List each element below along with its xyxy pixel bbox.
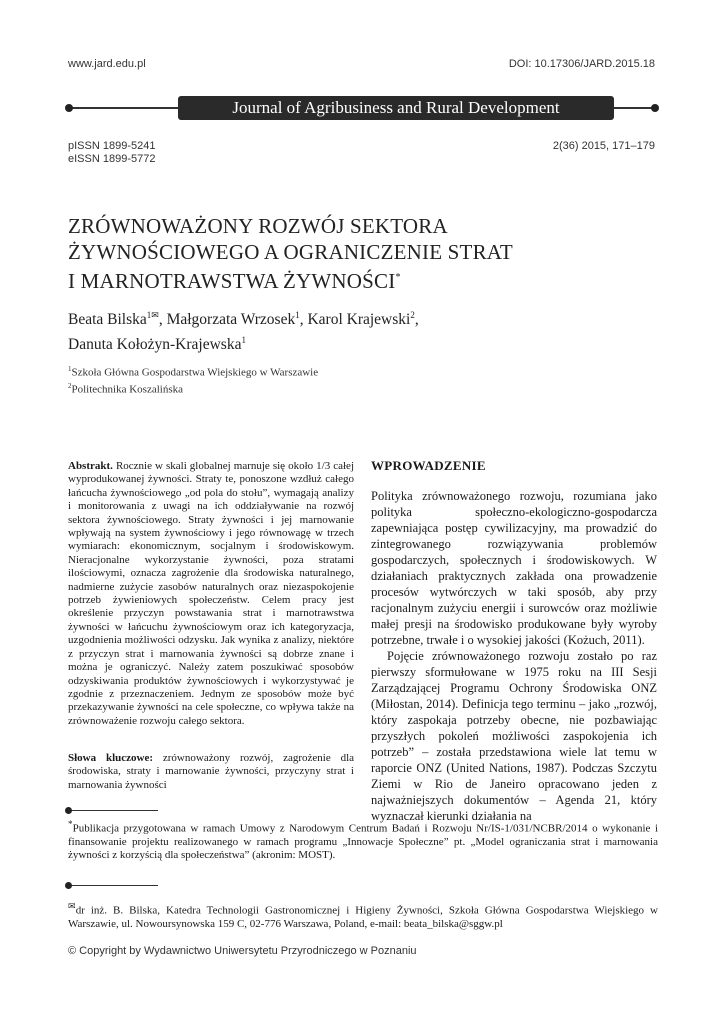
keywords-label: Słowa kluczowe: [68, 752, 154, 764]
banner-dot-left [65, 104, 73, 112]
pissn: pISSN 1899-5241 [68, 140, 156, 152]
abstract-label: Abstrakt. [68, 460, 113, 472]
affil-1-sup: 1 [68, 365, 72, 373]
title-line-1: ZRÓWNOWAŻONY ROZWÓJ SEKTORA [68, 214, 448, 238]
intro-paragraph-2: Pojęcie zrównoważonego rozwoju zostało po raz pierwszy sformułowane w 1975 roku na III Sesji Zarządzającej Programu Ochrony Środowiska ONZ (Miłostan, 2014). Definicja tego terminu – jako „rozwój, który zaspokaja potrzeby obecne, nie pozbawiając przyszłych pokoleń możliwości zaspokojenia ich potrzeb” – została przedstawiona wiele lat temu w raporcie ONZ (United Nations, 1987). Podczas Szczytu Ziemi w Rio de Janeiro opracowano jeden z najważniejszych dokumentów – Agenda 21, który wyznaczał kierunki działania na [371, 649, 657, 823]
journal-title: Journal of Agribusiness and Rural Development [178, 96, 614, 120]
copyright: © Copyright by Wydawnictwo Uniwersytetu Przyrodniczego w Poznaniu [68, 945, 417, 957]
intro-paragraph-1: Polityka zrównoważonego rozwoju, rozumiana jako polityka społeczno-ekologiczno-gospodarcza zapewniająca postęp cywilizacyjny, ma prowadzić do zintegrowanego rozwiązywania problemów gospodarczych, społecznych i środowiskowych. W działaniach praktycznych zakłada ona prowadzenie procesów wytwórczych w taki sposób, aby przy racjonalnym zużyciu energii i surowców oraz możliwie małej presji na środowisko produkowane były wyroby potrzebne, trwałe i o wysokiej jakości (Kożuch, 2011). [371, 489, 657, 647]
author-4-sup: 1 [241, 335, 246, 346]
footnote-2-text: dr inż. B. Bilska, Katedra Technologii Gastronomicznej i Higieny Żywności, Szkoła Główna Gospodarstwa Wiejskiego w Warszawie, ul. Nowoursynowska 159 C, 02-776 Warszawa, Poland, e-mail: beata_bilska@sggw.pl [68, 904, 658, 931]
title-footnote-mark: * [395, 272, 401, 283]
author-1: Beata Bilska [68, 311, 147, 329]
title-line-2: ŻYWNOŚCIOWEGO A OGRANICZENIE STRAT [68, 240, 513, 264]
mail-icon: ✉ [68, 901, 76, 911]
author-2: , Małgorzata Wrzosek [158, 311, 296, 329]
article-title [68, 213, 658, 294]
footnote-funding [68, 818, 658, 863]
banner-dot-right [651, 104, 659, 112]
author-3-comma: , [414, 311, 419, 329]
keywords-text: zrównoważony rozwój, zagrożenie dla środowiska, straty i marnowanie żywności, przyczyny strat i marnowania żywności [68, 752, 355, 791]
footnote-1-text: Publikacja przygotowana w ramach Umowy z Narodowym Centrum Badań i Rozwoju Nr/IS-1/031/NCBR/2014 o wykonanie i finansowanie projektu realizowanego w ramach programu „Innowacje Społeczne” pt. „Model ograniczania strat i marnowania żywności z korzyścią dla społeczeństwa” (akronim: MOST). [68, 822, 658, 862]
journal-banner [68, 96, 656, 120]
affil-1: Szkoła Główna Gospodarstwa Wiejskiego w Warszawie [71, 366, 319, 379]
affil-2-sup: 2 [68, 381, 72, 390]
footnote-correspondence [68, 900, 658, 931]
doi[interactable]: DOI: 10.17306/JARD.2015.18 [508, 58, 655, 70]
abstract [68, 460, 354, 728]
author-3: , Karol Krajewski [299, 311, 411, 329]
author-4: Danuta Kołożyn-Krajewska [68, 336, 242, 354]
author-2-sup: 1 [295, 310, 300, 320]
footnote-divider [68, 885, 158, 886]
affil-2: Politechnika Koszalińska [71, 383, 184, 396]
journal-url[interactable]: www.jard.edu.pl [68, 58, 146, 70]
introduction-body [371, 488, 657, 824]
footnote-1-mark: * [68, 819, 73, 829]
issn-block [68, 140, 155, 166]
volume-pages: 2(36) 2015, 171–179 [552, 140, 655, 152]
eissn: eISSN 1899-5772 [68, 153, 156, 165]
abstract-text: Rocznie w skali globalnej marnuje się około 1/3 całej wyprodukowanej żywności. Straty te, ponoszone wzdłuż całego łańcucha żywnościowego „od pola do stołu”, wymagają analizy i monitorowania z uwagi na ich oddziaływanie na rozwój sektora żywnościowego. Straty żywności i jej marnowanie wpływają na system żywnościowy i jego równowagę w trzech wymiarach: ekonomicznym, socjalnym i środowiskowym. Nieracjonalne wykorzystanie żywności, poza stratami ilościowymi, oznacza zagrożenie dla środowiska naturalnego, nadmierne zużycie zasobów naturalnych oraz niezaspokojenie potrzeb żywieniowych społeczeństw. Celem pracy jest określenie przyczyn powstawania strat i marnotrawstwa żywności w łańcuchu żywnościowym oraz ich kategoryzacja, uzgodnienia możliwości odzysku. Jak wynika z analizy, niektóre z przyczyn strat i marnowania żywności są dobrze znane i można je ograniczyć. Należy zatem poszukiwać sposobów odzyskiwania produktów żywnościowych i wykorzystywać je zgodnie z przeznaczeniem. Jednym ze sposobów może być przekazywanie żywności na cele społeczne, co wpływa także na zrównoważenie rozwoju całego sektora. [68, 460, 354, 727]
title-line-3: I MARNOTRAWSTWA ŻYWNOŚCI [68, 269, 396, 293]
author-3-sup: 2 [410, 310, 415, 320]
author-list [68, 305, 658, 355]
footnote-divider [68, 810, 158, 811]
affiliations [68, 363, 318, 396]
section-heading-introduction: WPROWADZENIE [371, 458, 486, 473]
keywords [68, 752, 354, 792]
author-1-sup: 1✉ [146, 310, 159, 320]
